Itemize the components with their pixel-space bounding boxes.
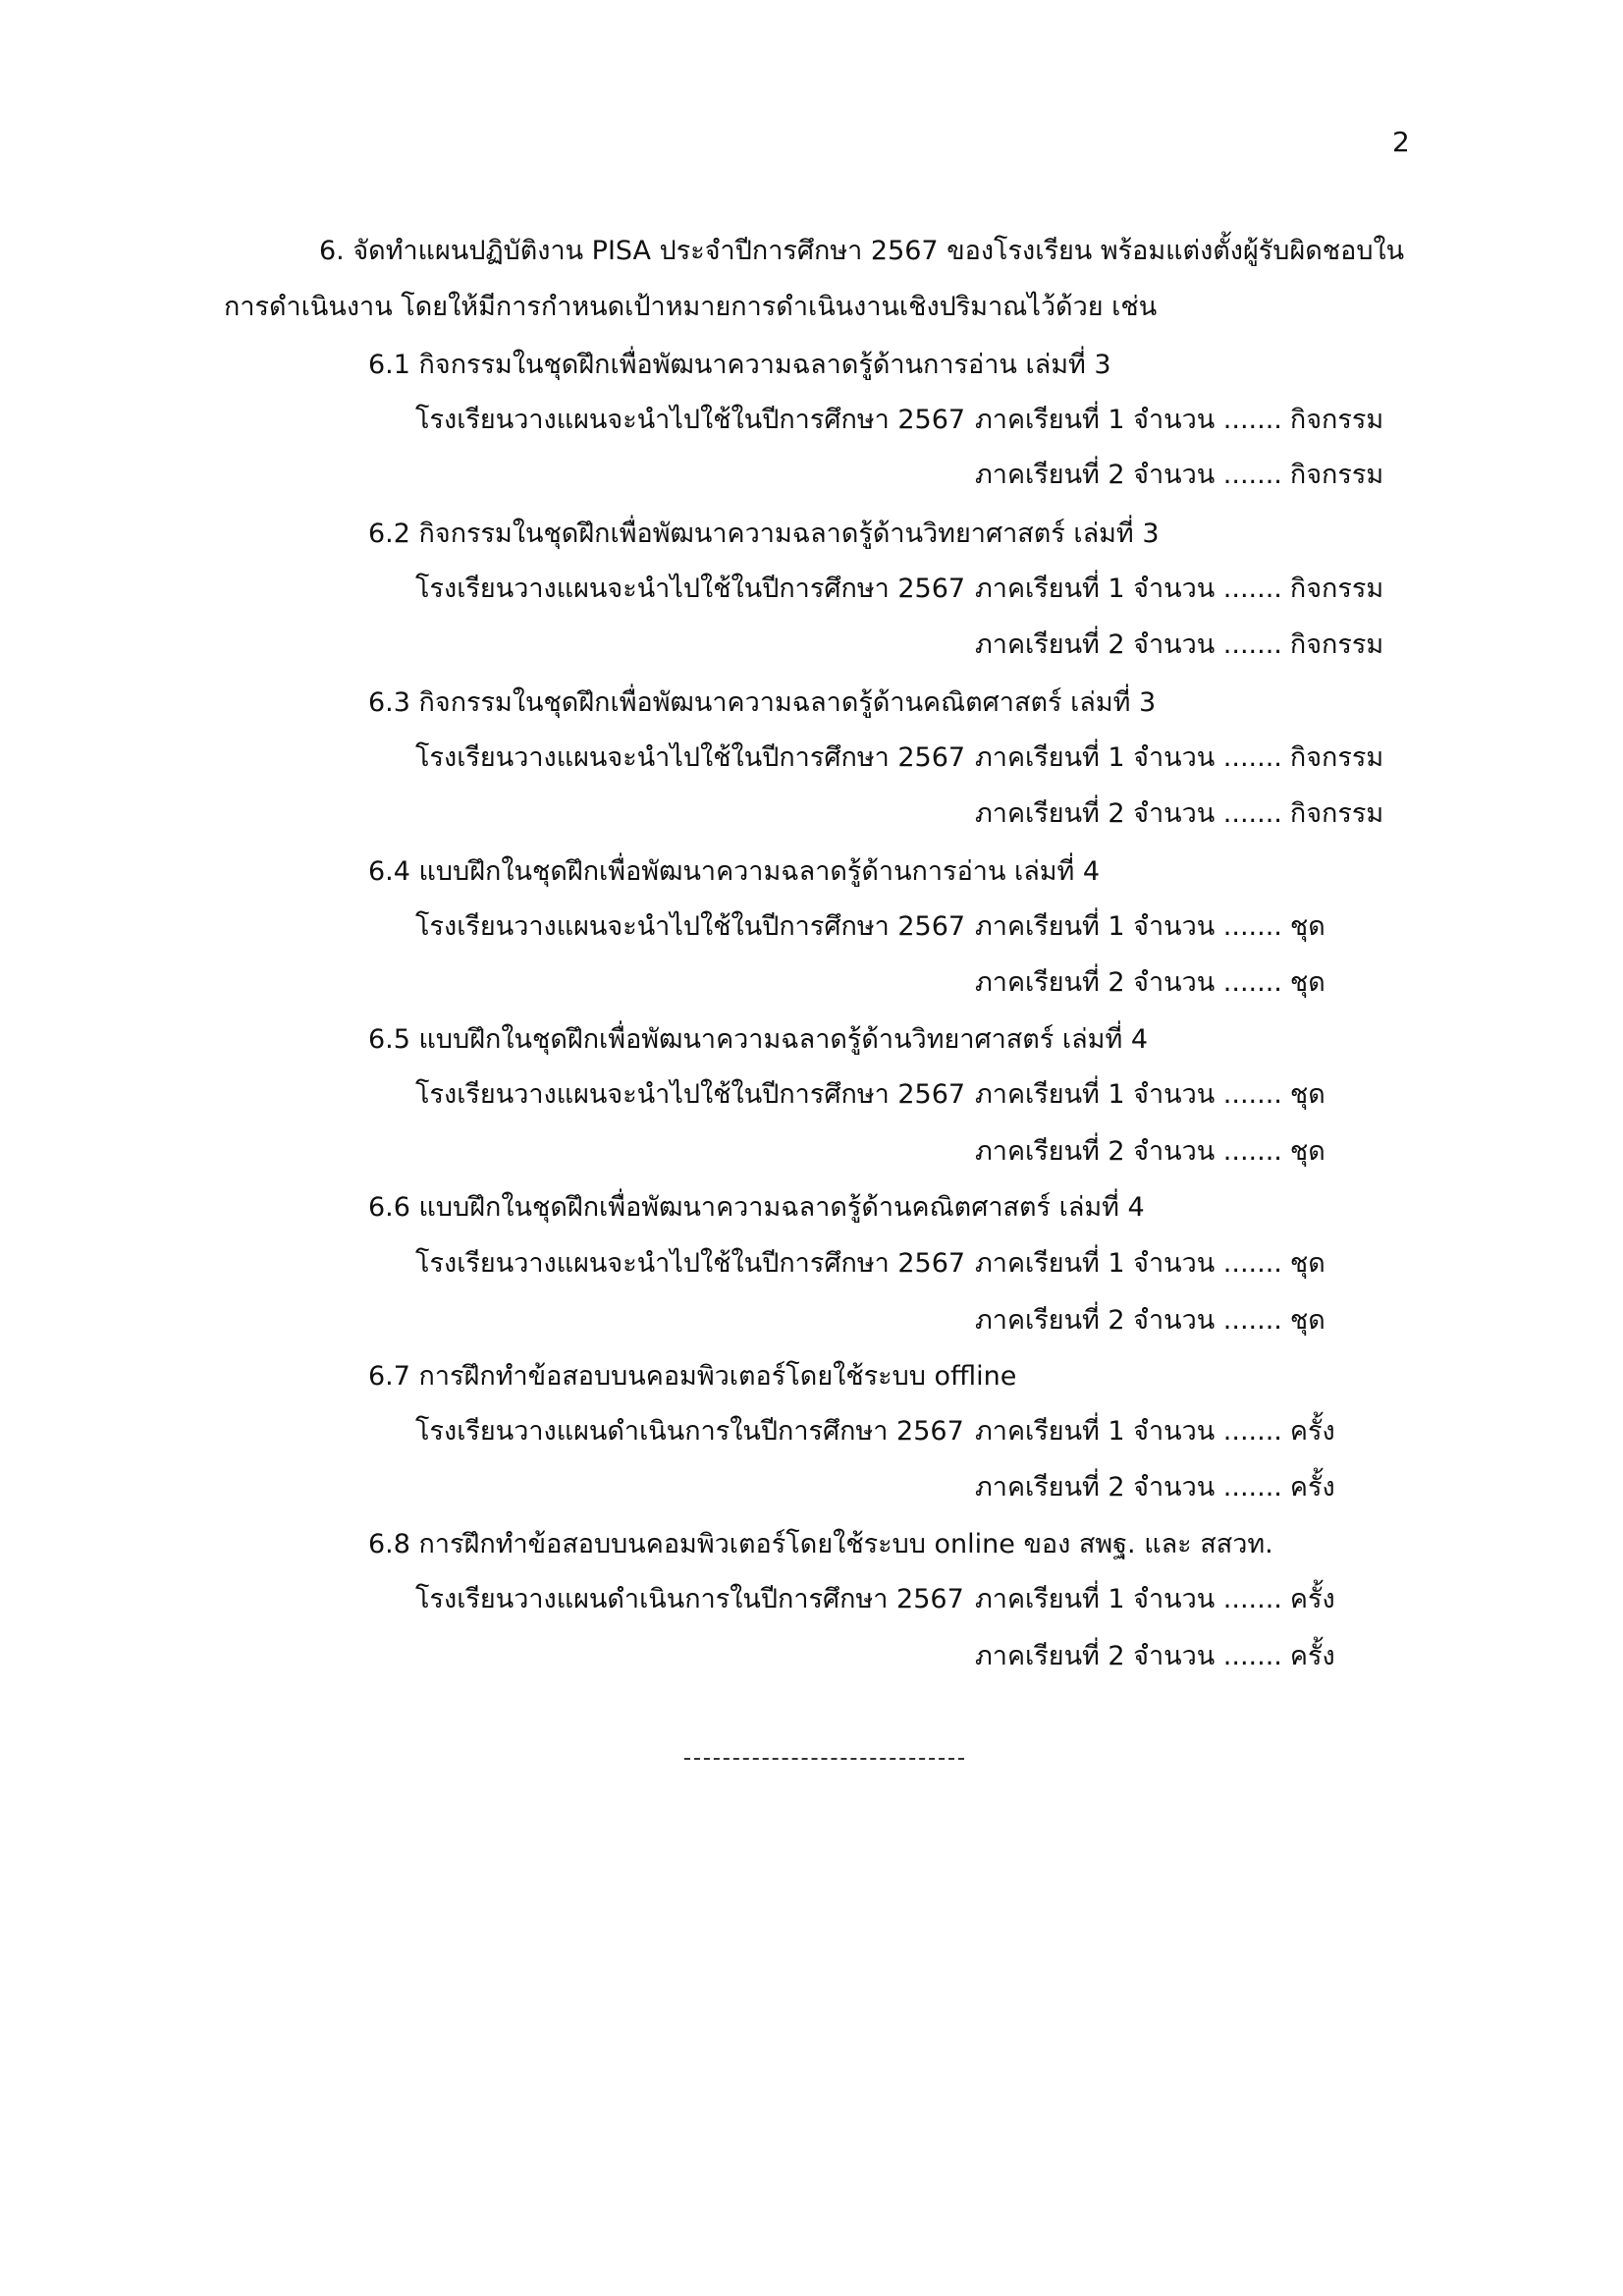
unit-label: ชุด: [1289, 1305, 1325, 1336]
unit-label: ครั้ง: [1289, 1416, 1335, 1447]
semester-2-line: [975, 462, 1383, 488]
item-title: 6.4 แบบฝึกในชุดฝึกเพื่อพัฒนาความฉลาดรู้ด้านการอ่าน เล่มที่ 4: [368, 856, 1101, 887]
unit-label: ชุด: [1289, 1079, 1325, 1110]
item-title: 6.5 แบบฝึกในชุดฝึกเพื่อพัฒนาความฉลาดรู้ด้านวิทยาศาสตร์ เล่มที่ 4: [368, 1024, 1149, 1055]
semester-1-line: [975, 1081, 1325, 1108]
item-plan: โรงเรียนวางแผนดำเนินการในปีการศึกษา 2567: [415, 1416, 964, 1447]
semester-label: ภาคเรียนที่ 2 จำนวน .......: [975, 967, 1282, 998]
semester-1-line: [975, 913, 1325, 940]
unit-label: กิจกรรม: [1289, 574, 1384, 604]
semester-label: ภาคเรียนที่ 1 จำนวน .......: [975, 742, 1282, 773]
semester-label: ภาคเรียนที่ 1 จำนวน .......: [975, 405, 1282, 435]
unit-label: ชุด: [1289, 1248, 1325, 1279]
unit-label: ครั้ง: [1289, 1641, 1335, 1671]
item-plan: โรงเรียนวางแผนจะนำไปใช้ในปีการศึกษา 2567: [415, 911, 966, 942]
semester-2-line: [975, 1643, 1335, 1669]
semester-1-line: [975, 1418, 1335, 1445]
semester-1-line: [975, 744, 1383, 771]
semester-1-line: [975, 1586, 1335, 1613]
unit-label: ชุด: [1289, 967, 1325, 998]
semester-label: ภาคเรียนที่ 2 จำนวน .......: [975, 1305, 1282, 1336]
semester-label: ภาคเรียนที่ 1 จำนวน .......: [975, 574, 1282, 604]
unit-label: ชุด: [1289, 911, 1325, 942]
unit-label: กิจกรรม: [1289, 460, 1384, 490]
semester-2-line: [975, 631, 1383, 658]
semester-1-line: [975, 1250, 1325, 1277]
unit-label: กิจกรรม: [1289, 742, 1384, 773]
item-title: 6.1 กิจกรรมในชุดฝึกเพื่อพัฒนาความฉลาดรู้ด้านการอ่าน เล่มที่ 3: [368, 350, 1111, 380]
intro-line-2: การดำเนินงาน โดยให้มีการกำหนดเป้าหมายการดำเนินงานเชิงปริมาณไว้ด้วย เช่น: [224, 292, 1158, 322]
semester-2-line: [975, 1138, 1325, 1165]
item-plan: โรงเรียนวางแผนจะนำไปใช้ในปีการศึกษา 2567: [415, 1248, 966, 1279]
semester-label: ภาคเรียนที่ 1 จำนวน .......: [975, 1584, 1282, 1614]
unit-label: ครั้ง: [1289, 1472, 1335, 1503]
semester-label: ภาคเรียนที่ 1 จำนวน .......: [975, 1079, 1282, 1110]
semester-2-line: [975, 1474, 1335, 1501]
semester-label: ภาคเรียนที่ 1 จำนวน .......: [975, 1248, 1282, 1279]
item-plan: โรงเรียนวางแผนจะนำไปใช้ในปีการศึกษา 2567: [415, 405, 966, 435]
semester-label: ภาคเรียนที่ 2 จำนวน .......: [975, 1641, 1282, 1671]
item-plan: โรงเรียนวางแผนดำเนินการในปีการศึกษา 2567: [415, 1584, 964, 1614]
semester-2-line: [975, 969, 1325, 996]
unit-label: ครั้ง: [1289, 1584, 1335, 1614]
semester-2-line: [975, 1307, 1325, 1334]
item-title: 6.6 แบบฝึกในชุดฝึกเพื่อพัฒนาความฉลาดรู้ด้านคณิตศาสตร์ เล่มที่ 4: [368, 1192, 1145, 1223]
semester-label: ภาคเรียนที่ 2 จำนวน .......: [975, 460, 1282, 490]
semester-label: ภาคเรียนที่ 2 จำนวน .......: [975, 1472, 1282, 1503]
semester-label: ภาคเรียนที่ 2 จำนวน .......: [975, 798, 1282, 829]
semester-label: ภาคเรียนที่ 1 จำนวน .......: [975, 911, 1282, 942]
item-plan: โรงเรียนวางแผนจะนำไปใช้ในปีการศึกษา 2567: [415, 574, 966, 604]
semester-label: ภาคเรียนที่ 2 จำนวน .......: [975, 1136, 1282, 1167]
semester-1-line: [975, 575, 1383, 602]
unit-label: ชุด: [1289, 1136, 1325, 1167]
intro-line-1: 6. จัดทำแผนปฏิบัติงาน PISA ประจำปีการศึกษา 2567 ของโรงเรียน พร้อมแต่งตั้งผู้รับผิดชอบใน: [319, 236, 1405, 266]
item-plan: โรงเรียนวางแผนจะนำไปใช้ในปีการศึกษา 2567: [415, 742, 966, 773]
unit-label: กิจกรรม: [1289, 405, 1384, 435]
item-title: 6.3 กิจกรรมในชุดฝึกเพื่อพัฒนาความฉลาดรู้ด้านคณิตศาสตร์ เล่มที่ 3: [368, 687, 1157, 718]
semester-1-line: [975, 407, 1383, 433]
unit-label: กิจกรรม: [1289, 798, 1384, 829]
item-title: 6.2 กิจกรรมในชุดฝึกเพื่อพัฒนาความฉลาดรู้ด้านวิทยาศาสตร์ เล่มที่ 3: [368, 519, 1160, 549]
semester-2-line: [975, 800, 1383, 827]
end-divider: [684, 1758, 964, 1760]
item-title: 6.8 การฝึกทำข้อสอบบนคอมพิวเตอร์โดยใช้ระบบ online ของ สพฐ. และ สสวท.: [368, 1529, 1273, 1559]
page-number: 2: [1392, 126, 1410, 158]
item-plan: โรงเรียนวางแผนจะนำไปใช้ในปีการศึกษา 2567: [415, 1079, 966, 1110]
item-title: 6.7 การฝึกทำข้อสอบบนคอมพิวเตอร์โดยใช้ระบบ offline: [368, 1361, 1017, 1392]
unit-label: กิจกรรม: [1289, 629, 1384, 660]
semester-label: ภาคเรียนที่ 2 จำนวน .......: [975, 629, 1282, 660]
semester-label: ภาคเรียนที่ 1 จำนวน .......: [975, 1416, 1282, 1447]
